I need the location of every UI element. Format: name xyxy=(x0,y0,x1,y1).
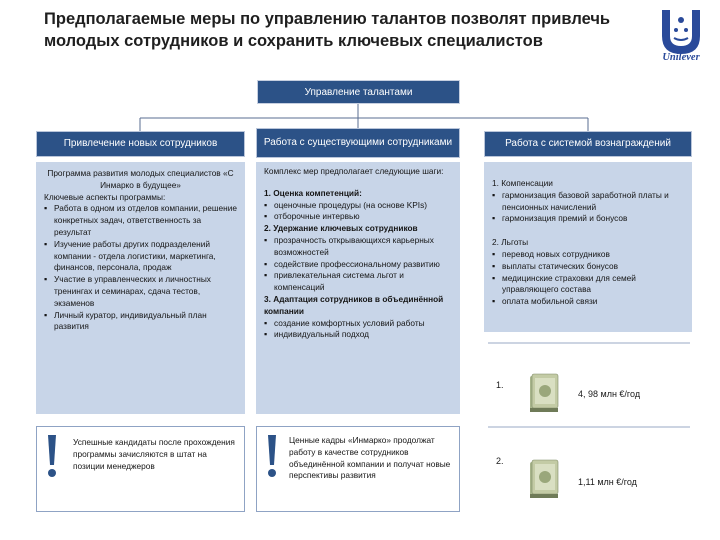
list-item: ▪ выплаты статических бонусов xyxy=(492,261,684,273)
root-node-talent-management: Управление талантами xyxy=(257,80,460,104)
money-stack-icon xyxy=(526,372,562,416)
list-item: ▪ содействие профессиональному развитию xyxy=(264,259,452,271)
list-item: ▪ создание комфортных условий работы xyxy=(264,318,452,330)
col1-aspects-title: Ключевые аспекты программы: xyxy=(44,191,166,202)
col3-section-1-title: 1. Компенсации xyxy=(492,178,553,188)
col3-section-2-title: 2. Льготы xyxy=(492,237,529,248)
list-item: ▪ перевод новых сотрудников xyxy=(492,249,684,261)
list-item: ▪ медицинские страховки для семей управляющего состава xyxy=(492,273,684,297)
cost-2-number: 2. xyxy=(496,456,504,466)
list-item: ▪ оценочные процедуры (на основе KPIs) xyxy=(264,200,452,212)
col2-intro: Комплекс мер предполагает следующие шаги: xyxy=(264,166,444,176)
list-item: ▪ оплата мобильной связи xyxy=(492,296,684,308)
logo-wordmark: Unilever xyxy=(662,52,700,63)
list-item: ▪ привлекательная система льгот и компенсаций xyxy=(264,270,452,294)
col1-header: Привлечение новых сотрудников xyxy=(36,131,245,157)
col2-section-3-title: 3. Адаптация сотрудников в объединённой компании xyxy=(264,293,444,316)
list-item: ▪ отборочные интервью xyxy=(264,211,452,223)
list-item: ▪ Участие в управленческих и личностных тренингах и семинарах, сдача тестов, экзаменов xyxy=(44,274,237,309)
col2-header: Работа с существующими сотрудниками xyxy=(256,128,460,158)
page-title: Предполагаемые меры по управлению талантов позволят привлечь молодых сотрудников и сохранить ключевых специалистов xyxy=(44,10,611,50)
list-item: ▪ гармонизация премий и бонусов xyxy=(492,213,684,225)
list-item: ▪ гармонизация базовой заработной платы и пенсионных начислений xyxy=(492,190,684,214)
list-item: ▪ Личный куратор, индивидуальный план развития xyxy=(44,310,237,334)
col3-header: Работа с системой вознаграждений xyxy=(484,131,692,157)
list-item: ▪ Изучение работы других подразделений компании - отдела логистики, маркетинга, финансов, персонала, продаж xyxy=(44,239,237,274)
col1-footer-text: Успешные кандидаты после прохождения программы зачисляются в штат на позиции менеджеров xyxy=(73,437,235,471)
cost-2-value: 1,11 млн €/год xyxy=(578,477,637,487)
list-item: ▪ Работа в одном из отделов компании, решение конкретных задач, ответственность за результат xyxy=(44,203,237,238)
col2-footer-text: Ценные кадры «Инмарко» продолжат работу в качестве сотрудников объединённой компании и получат новые перспективы развития xyxy=(289,435,451,481)
list-item: ▪ индивидуальный подход xyxy=(264,329,452,341)
cost-1-value: 4, 98 млн €/год xyxy=(578,389,641,399)
money-stack-icon xyxy=(526,458,562,502)
col2-section-2-title: 2. Удержание ключевых сотрудников xyxy=(264,223,418,234)
cost-1-number: 1. xyxy=(496,380,504,390)
col2-section-1-title: 1. Оценка компетенций: xyxy=(264,187,362,198)
list-item: ▪ прозрачность открывающихся карьерных возможностей xyxy=(264,235,452,259)
col1-intro: Программа развития молодых специалистов «С Инмарко в будущее» xyxy=(47,168,234,190)
